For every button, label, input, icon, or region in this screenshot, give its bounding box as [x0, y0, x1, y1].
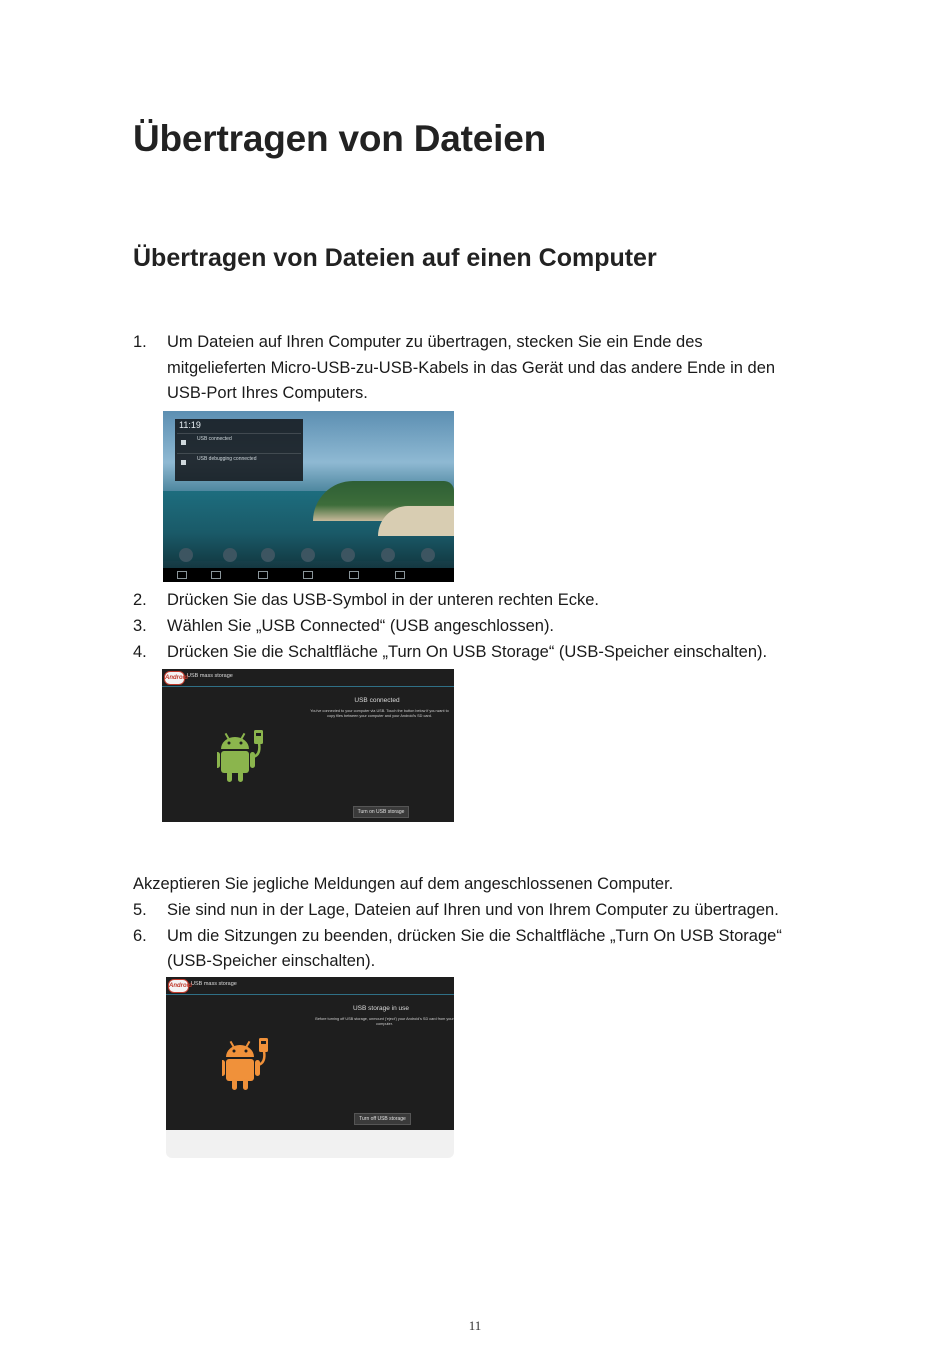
step-text: Um Dateien auf Ihren Computer zu übertragen, stecken Sie ein Ende des [167, 333, 703, 351]
step-text: Wählen Sie „USB Connected“ (USB angeschlossen). [167, 617, 555, 635]
usb-connected-screenshot [162, 669, 454, 822]
apps-grid-icon[interactable] [301, 548, 315, 562]
volume-up-icon[interactable] [395, 571, 405, 579]
app-icon[interactable] [179, 548, 193, 562]
usb-status-heading: USB connected [354, 697, 400, 704]
screenshot-shadow [166, 1129, 454, 1158]
android-logo: Android [164, 671, 185, 685]
step-text: Um die Sitzungen zu beenden, drücken Sie die Schaltfläche „Turn On USB Storage“ [167, 927, 782, 945]
tablet-home-screenshot [163, 411, 454, 582]
action-bar [166, 977, 454, 995]
back-icon[interactable] [258, 571, 268, 579]
screenshot-icon[interactable] [177, 571, 187, 579]
notification-label: USB connected [197, 436, 232, 442]
app-icon[interactable] [261, 548, 275, 562]
home-icon[interactable] [303, 571, 313, 579]
navigation-bar [163, 568, 454, 582]
app-icon[interactable] [223, 548, 237, 562]
android-usb-icon [217, 727, 267, 783]
notification-label: USB debugging connected [197, 456, 257, 462]
volume-down-icon[interactable] [211, 571, 221, 579]
step-number: 1. [133, 333, 147, 351]
action-bar-title: USB mass storage [191, 981, 237, 987]
step-number: 4. [133, 643, 147, 661]
usb-icon [181, 440, 186, 445]
turn-on-usb-storage-button[interactable]: Turn on USB storage [353, 806, 409, 818]
step-text: mitgelieferten Micro-USB-zu-USB-Kabels in das Gerät und das andere Ende in den [167, 359, 776, 377]
step-number: 6. [133, 927, 147, 945]
notification-usb-connected[interactable] [177, 433, 301, 452]
debug-icon [181, 460, 186, 465]
app-dock [163, 544, 454, 566]
page-number: 11 [468, 1318, 482, 1333]
clock: 11:19 [179, 420, 201, 430]
step-text: (USB-Speicher einschalten). [167, 952, 376, 970]
usb-status-description: Before turning off USB storage, unmount ('eject') your Android's SD card from your computer. [315, 1017, 454, 1026]
notification-usb-debugging[interactable] [177, 453, 301, 472]
step-number: 3. [133, 617, 147, 635]
step-text: Drücken Sie das USB-Symbol in der unteren rechten Ecke. [167, 591, 599, 609]
android-usb-icon [222, 1035, 272, 1091]
page-title: Übertragen von Dateien [133, 118, 546, 159]
step-text: USB-Port Ihres Computers. [167, 384, 368, 402]
turn-off-usb-storage-button[interactable]: Turn off USB storage [354, 1113, 411, 1125]
action-bar-title: USB mass storage [187, 673, 233, 679]
step-text: Sie sind nun in der Lage, Dateien auf Ihren und von Ihrem Computer zu übertragen. [167, 901, 779, 919]
usb-storage-in-use-screenshot [166, 977, 454, 1130]
recent-apps-icon[interactable] [349, 571, 359, 579]
action-bar [162, 669, 454, 687]
app-icon[interactable] [381, 548, 395, 562]
settings-icon[interactable] [421, 548, 435, 562]
android-logo: Android [168, 979, 189, 993]
usb-status-description: You've connected to your computer via USB. Touch the button below if you want to copy files between your computer and your Android's SD card. [310, 709, 449, 718]
section-title: Übertragen von Dateien auf einen Computer [133, 244, 657, 272]
step-number: 2. [133, 591, 147, 609]
instruction-text: Akzeptieren Sie jegliche Meldungen auf dem angeschlossenen Computer. [133, 875, 674, 893]
usb-status-heading: USB storage in use [352, 1005, 409, 1012]
step-number: 5. [133, 901, 147, 919]
step-text: Drücken Sie die Schaltfläche „Turn On USB Storage“ (USB-Speicher einschalten). [167, 643, 768, 661]
app-icon[interactable] [341, 548, 355, 562]
